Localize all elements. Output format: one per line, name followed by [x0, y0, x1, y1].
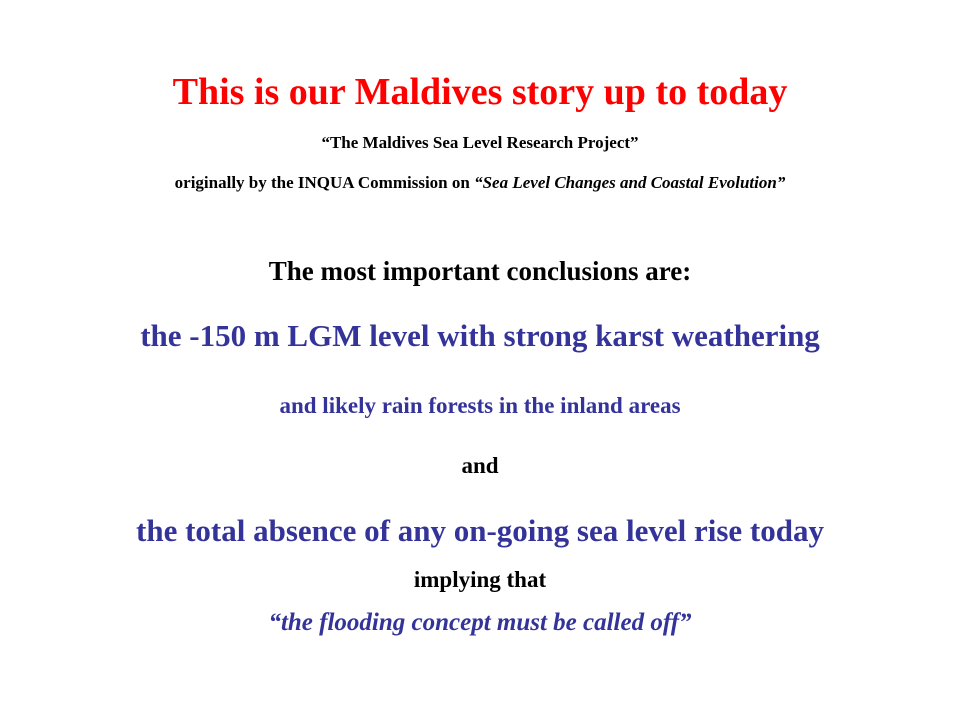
origin-prefix: originally by the INQUA Commission on [174, 173, 475, 192]
conclusion-no-sea-level-rise: the total absence of any on-going sea level rise today [136, 513, 824, 548]
conclusion-rain-forests: and likely rain forests in the inland areas [279, 393, 681, 418]
connector-and: and [461, 453, 499, 478]
implying-text: implying that [413, 567, 547, 592]
conclusions-heading: The most important conclusions are: [268, 256, 692, 286]
conclusion-lgm-level: the -150 m LGM level with strong karst weathering [140, 318, 820, 353]
flooding-quote: “the flooding concept must be called off” [268, 609, 692, 636]
project-name: “The Maldives Sea Level Research Project” [321, 133, 639, 152]
commission-name: “Sea Level Changes and Coastal Evolution” [474, 173, 786, 192]
origin-line [0, 173, 960, 193]
slide-title: This is our Maldives story up to today [172, 71, 788, 113]
